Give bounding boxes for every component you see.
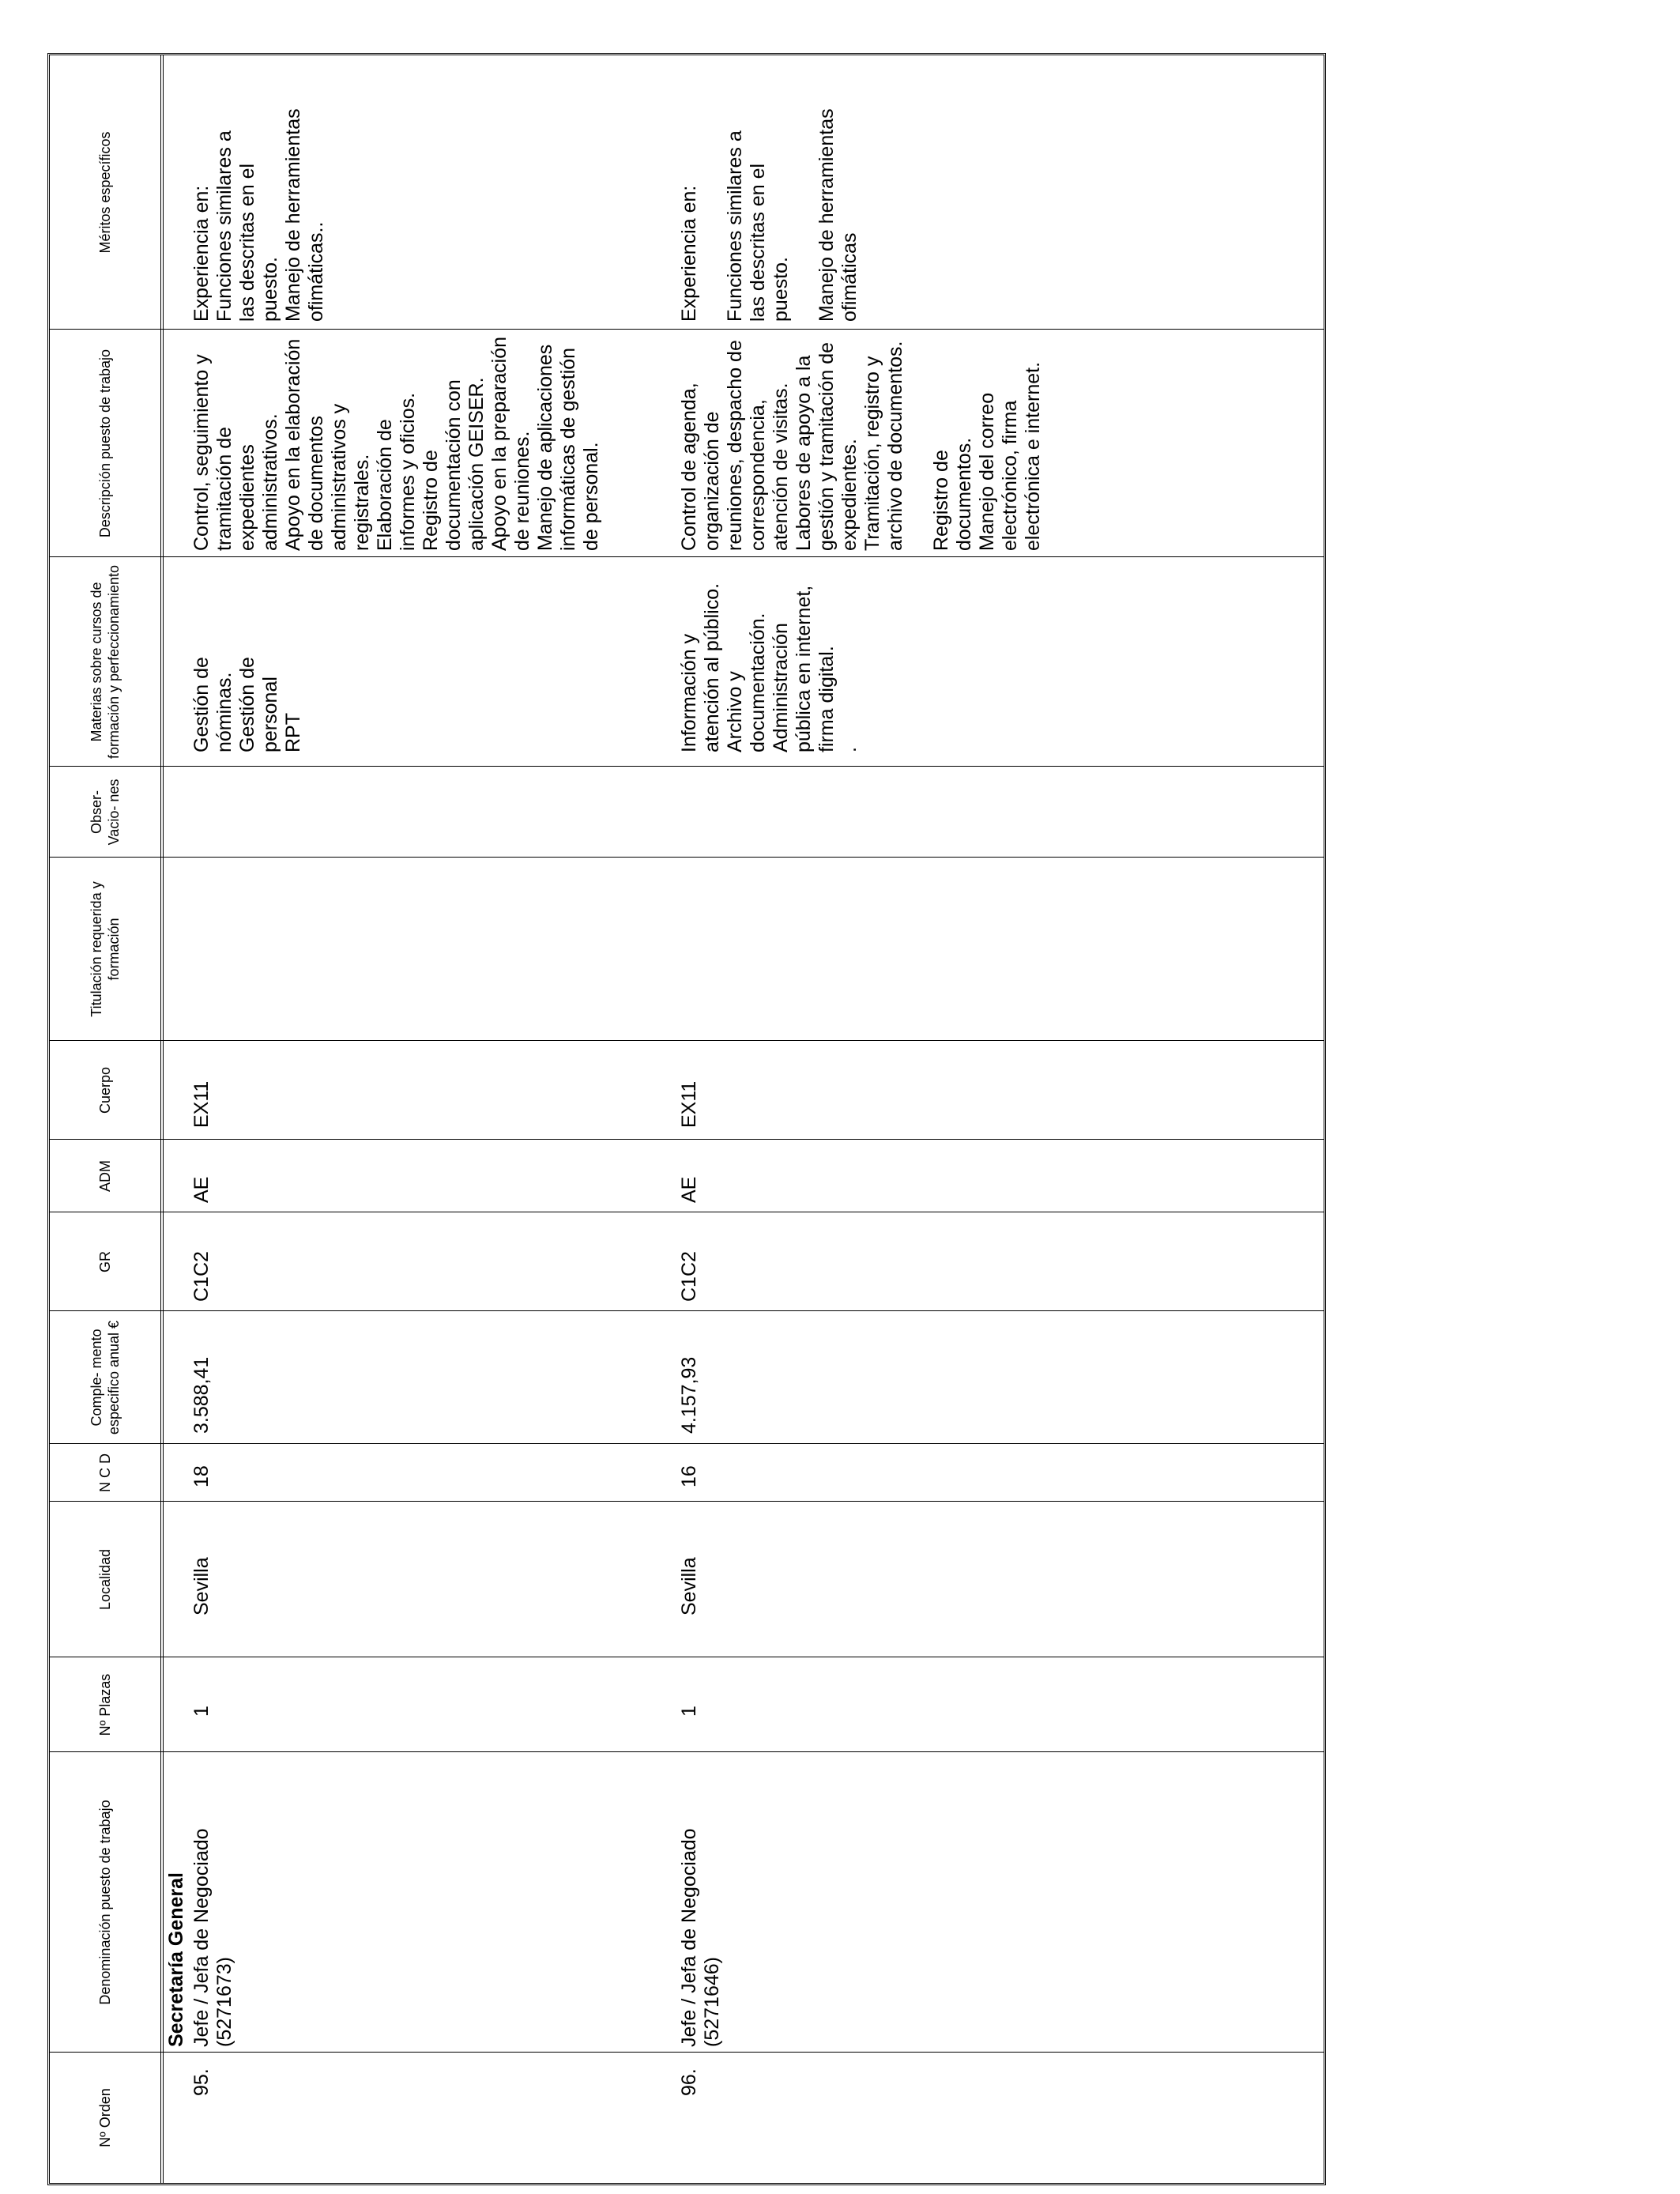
header-descripcion: Descripción puesto de trabajo <box>97 349 113 538</box>
column-divider <box>50 1751 1324 1752</box>
column-divider <box>50 2052 1324 2053</box>
header-orden: Nº Orden <box>97 2088 113 2147</box>
column-divider <box>50 1310 1324 1311</box>
row-96-observaciones <box>678 768 710 855</box>
column-divider <box>50 1501 1324 1502</box>
row-95-cuerpo: EX11 <box>190 1080 213 1128</box>
column-divider <box>50 556 1324 557</box>
row-96-plazas: 1 <box>678 1706 700 1717</box>
row-95-meritos: Experiencia en: Funciones similares a las descritas en el puesto. Manejo de herramientas ofimáticas.. <box>190 108 327 322</box>
row-95-observaciones <box>190 768 222 855</box>
row-95-localidad: Sevilla <box>190 1557 213 1615</box>
row-96-gr: C1C2 <box>678 1251 700 1302</box>
row-95-orden: 95. <box>190 2068 213 2096</box>
header-adm: ADM <box>97 1160 113 1192</box>
row-96-orden: 96. <box>678 2068 700 2096</box>
header-observaciones: Obser- Vacio- nes <box>89 778 122 846</box>
row-96-cuerpo: EX11 <box>678 1080 700 1128</box>
header-cuerpo: Cuerpo <box>97 1066 113 1114</box>
row-96-titulacion <box>678 861 710 1037</box>
row-95-denominacion: Jefe / Jefa de Negociado (5271673) <box>190 1828 235 2047</box>
column-divider <box>50 857 1324 858</box>
row-96-materias: Información y atención al público. Archivo y documentación. Administración pública en internet, firma digital. . <box>678 582 861 752</box>
header-localidad: Localidad <box>97 1548 113 1611</box>
column-divider <box>50 1139 1324 1140</box>
row-96-ncd: 16 <box>678 1465 700 1487</box>
row-95-plazas: 1 <box>190 1706 213 1717</box>
header-gr: GR <box>97 1251 113 1272</box>
header-complemento: Comple- mento especifico anual € <box>89 1320 122 1435</box>
header-divider <box>160 55 164 2183</box>
row-95-complemento: 3.588,41 <box>190 1356 213 1434</box>
header-materias: Materias sobre cursos de formación y perfeccionamiento <box>89 564 122 760</box>
column-divider <box>50 766 1324 767</box>
row-96-localidad: Sevilla <box>678 1557 700 1615</box>
row-95-materias: Gestión de nóminas. Gestión de personal RPT <box>190 657 304 752</box>
header-meritos: Méritos específicos <box>97 131 113 254</box>
header-titulacion: Titulación requerida y formación <box>89 881 122 1017</box>
column-divider <box>50 1040 1324 1041</box>
table-frame <box>47 53 1326 2185</box>
row-96-complemento: 4.157,93 <box>678 1356 700 1434</box>
row-96-meritos: Experiencia en: Funciones similares a las descritas en el puesto. Manejo de herramientas ofimáticas <box>678 108 861 322</box>
row-95-adm: AE <box>190 1176 213 1203</box>
header-plazas: Nº Plazas <box>97 1673 113 1736</box>
header-ncd: N C D <box>97 1453 113 1492</box>
row-96-descripcion: Control de agenda, organización de reuniones, despacho de correspondencia, atención de visitas. Labores de apoyo a la gestión y tramitación de expedientes. Tramitación, registro y archivo de documentos. Registro de documentos. Manejo del correo electrónico, firma electrónica e internet. <box>678 340 1044 551</box>
row-95-ncd: 18 <box>190 1465 213 1487</box>
row-95-gr: C1C2 <box>190 1251 213 1302</box>
row-96-adm: AE <box>678 1176 700 1203</box>
section-title: Secretaría General <box>165 1872 187 2047</box>
header-denominacion: Denominación puesto de trabajo <box>97 1800 113 2005</box>
row-95-descripcion: Control, seguimiento y tramitación de expedientes administrativos. Apoyo en la elaboración de documentos administrativos y registrales. Elaboración de informes y oficios. Registro de documentación con aplicación GEISER. Apoyo en la preparación de reuniones. Manejo de aplicaciones informáticas de gestión de personal. <box>190 336 602 551</box>
row-95-titulacion <box>190 861 222 1037</box>
row-96-denominacion: Jefe / Jefa de Negociado (5271646) <box>678 1828 723 2047</box>
